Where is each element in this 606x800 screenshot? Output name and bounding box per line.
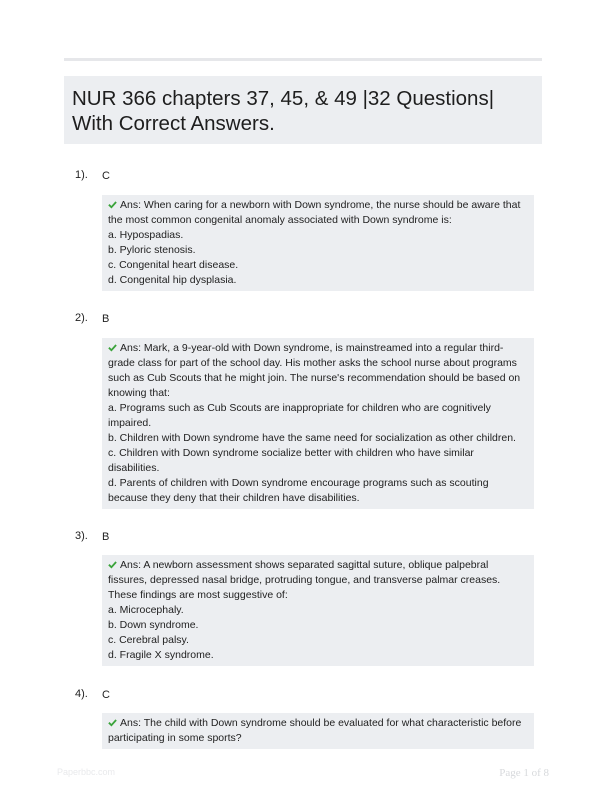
answer-line: Ans: Mark, a 9-year-old with Down syndrome, is mainstreamed into a regular third- (108, 341, 528, 356)
answer-option: b. Children with Down syndrome have the same need for socialization as other children. (108, 432, 516, 444)
answer-option: because they deny that their children have disabilities. (108, 492, 360, 504)
answer-line: Ans: When caring for a newborn with Down syndrome, the nurse should be aware that (108, 198, 528, 213)
page-number: Page 1 of 8 (499, 767, 549, 779)
question-number: 3). (75, 530, 88, 542)
answer-line: such as Cub Scouts that he might join. The nurse's recommendation should be based on (108, 372, 521, 384)
checkmark-icon (108, 718, 117, 727)
answer-option: disabilities. (108, 462, 160, 474)
answer-line: the most common congenital anomaly associated with Down syndrome is: (108, 214, 452, 226)
top-divider (64, 58, 542, 61)
checkmark-icon (108, 200, 117, 209)
answer-option: a. Programs such as Cub Scouts are inappropriate for children who are cognitively (108, 402, 491, 414)
answer-option: d. Congenital hip dysplasia. (108, 274, 237, 286)
answer-option: b. Pyloric stenosis. (108, 244, 196, 256)
question-number: 2). (75, 312, 88, 324)
answer-option: b. Down syndrome. (108, 619, 199, 631)
answer-option: d. Fragile X syndrome. (108, 649, 214, 661)
answer-option: a. Microcephaly. (108, 604, 184, 616)
footer-watermark: Paperbbc.com (57, 767, 116, 777)
question-answer-letter: C (102, 689, 110, 701)
question-number: 1). (75, 169, 88, 181)
checkmark-icon (108, 560, 117, 569)
answer-line: participating in some sports? (108, 732, 242, 744)
document-title: NUR 366 chapters 37, 45, & 49 |32 Questions| With Correct Answers. (72, 87, 495, 135)
answer-line: These findings are most suggestive of: (108, 589, 288, 601)
answer-option: c. Children with Down syndrome socialize better with children who have similar (108, 447, 474, 459)
answer-box (102, 195, 534, 291)
answer-box (102, 713, 534, 749)
answer-line: grade class for part of the school day. His mother asks the school nurse about programs (108, 357, 517, 369)
answer-option: a. Hypospadias. (108, 229, 184, 241)
answer-line: knowing that: (108, 387, 170, 399)
answer-line: fissures, depressed nasal bridge, protruding tongue, and transverse palmar creases. (108, 574, 501, 586)
question-answer-letter: B (102, 313, 110, 325)
checkmark-icon (108, 343, 117, 352)
question-answer-letter: C (102, 170, 110, 182)
answer-option: impaired. (108, 417, 152, 429)
answer-box (102, 338, 534, 509)
answer-line: Ans: A newborn assessment shows separated sagittal suture, oblique palpebral (108, 558, 528, 573)
answer-line: Ans: The child with Down syndrome should be evaluated for what characteristic before (108, 716, 528, 731)
answer-option: c. Congenital heart disease. (108, 259, 239, 271)
title-banner (64, 76, 542, 144)
answer-option: d. Parents of children with Down syndrome encourage programs such as scouting (108, 477, 489, 489)
answer-box (102, 555, 534, 666)
answer-option: c. Cerebral palsy. (108, 634, 189, 646)
question-answer-letter: B (102, 531, 110, 543)
question-number: 4). (75, 688, 88, 700)
